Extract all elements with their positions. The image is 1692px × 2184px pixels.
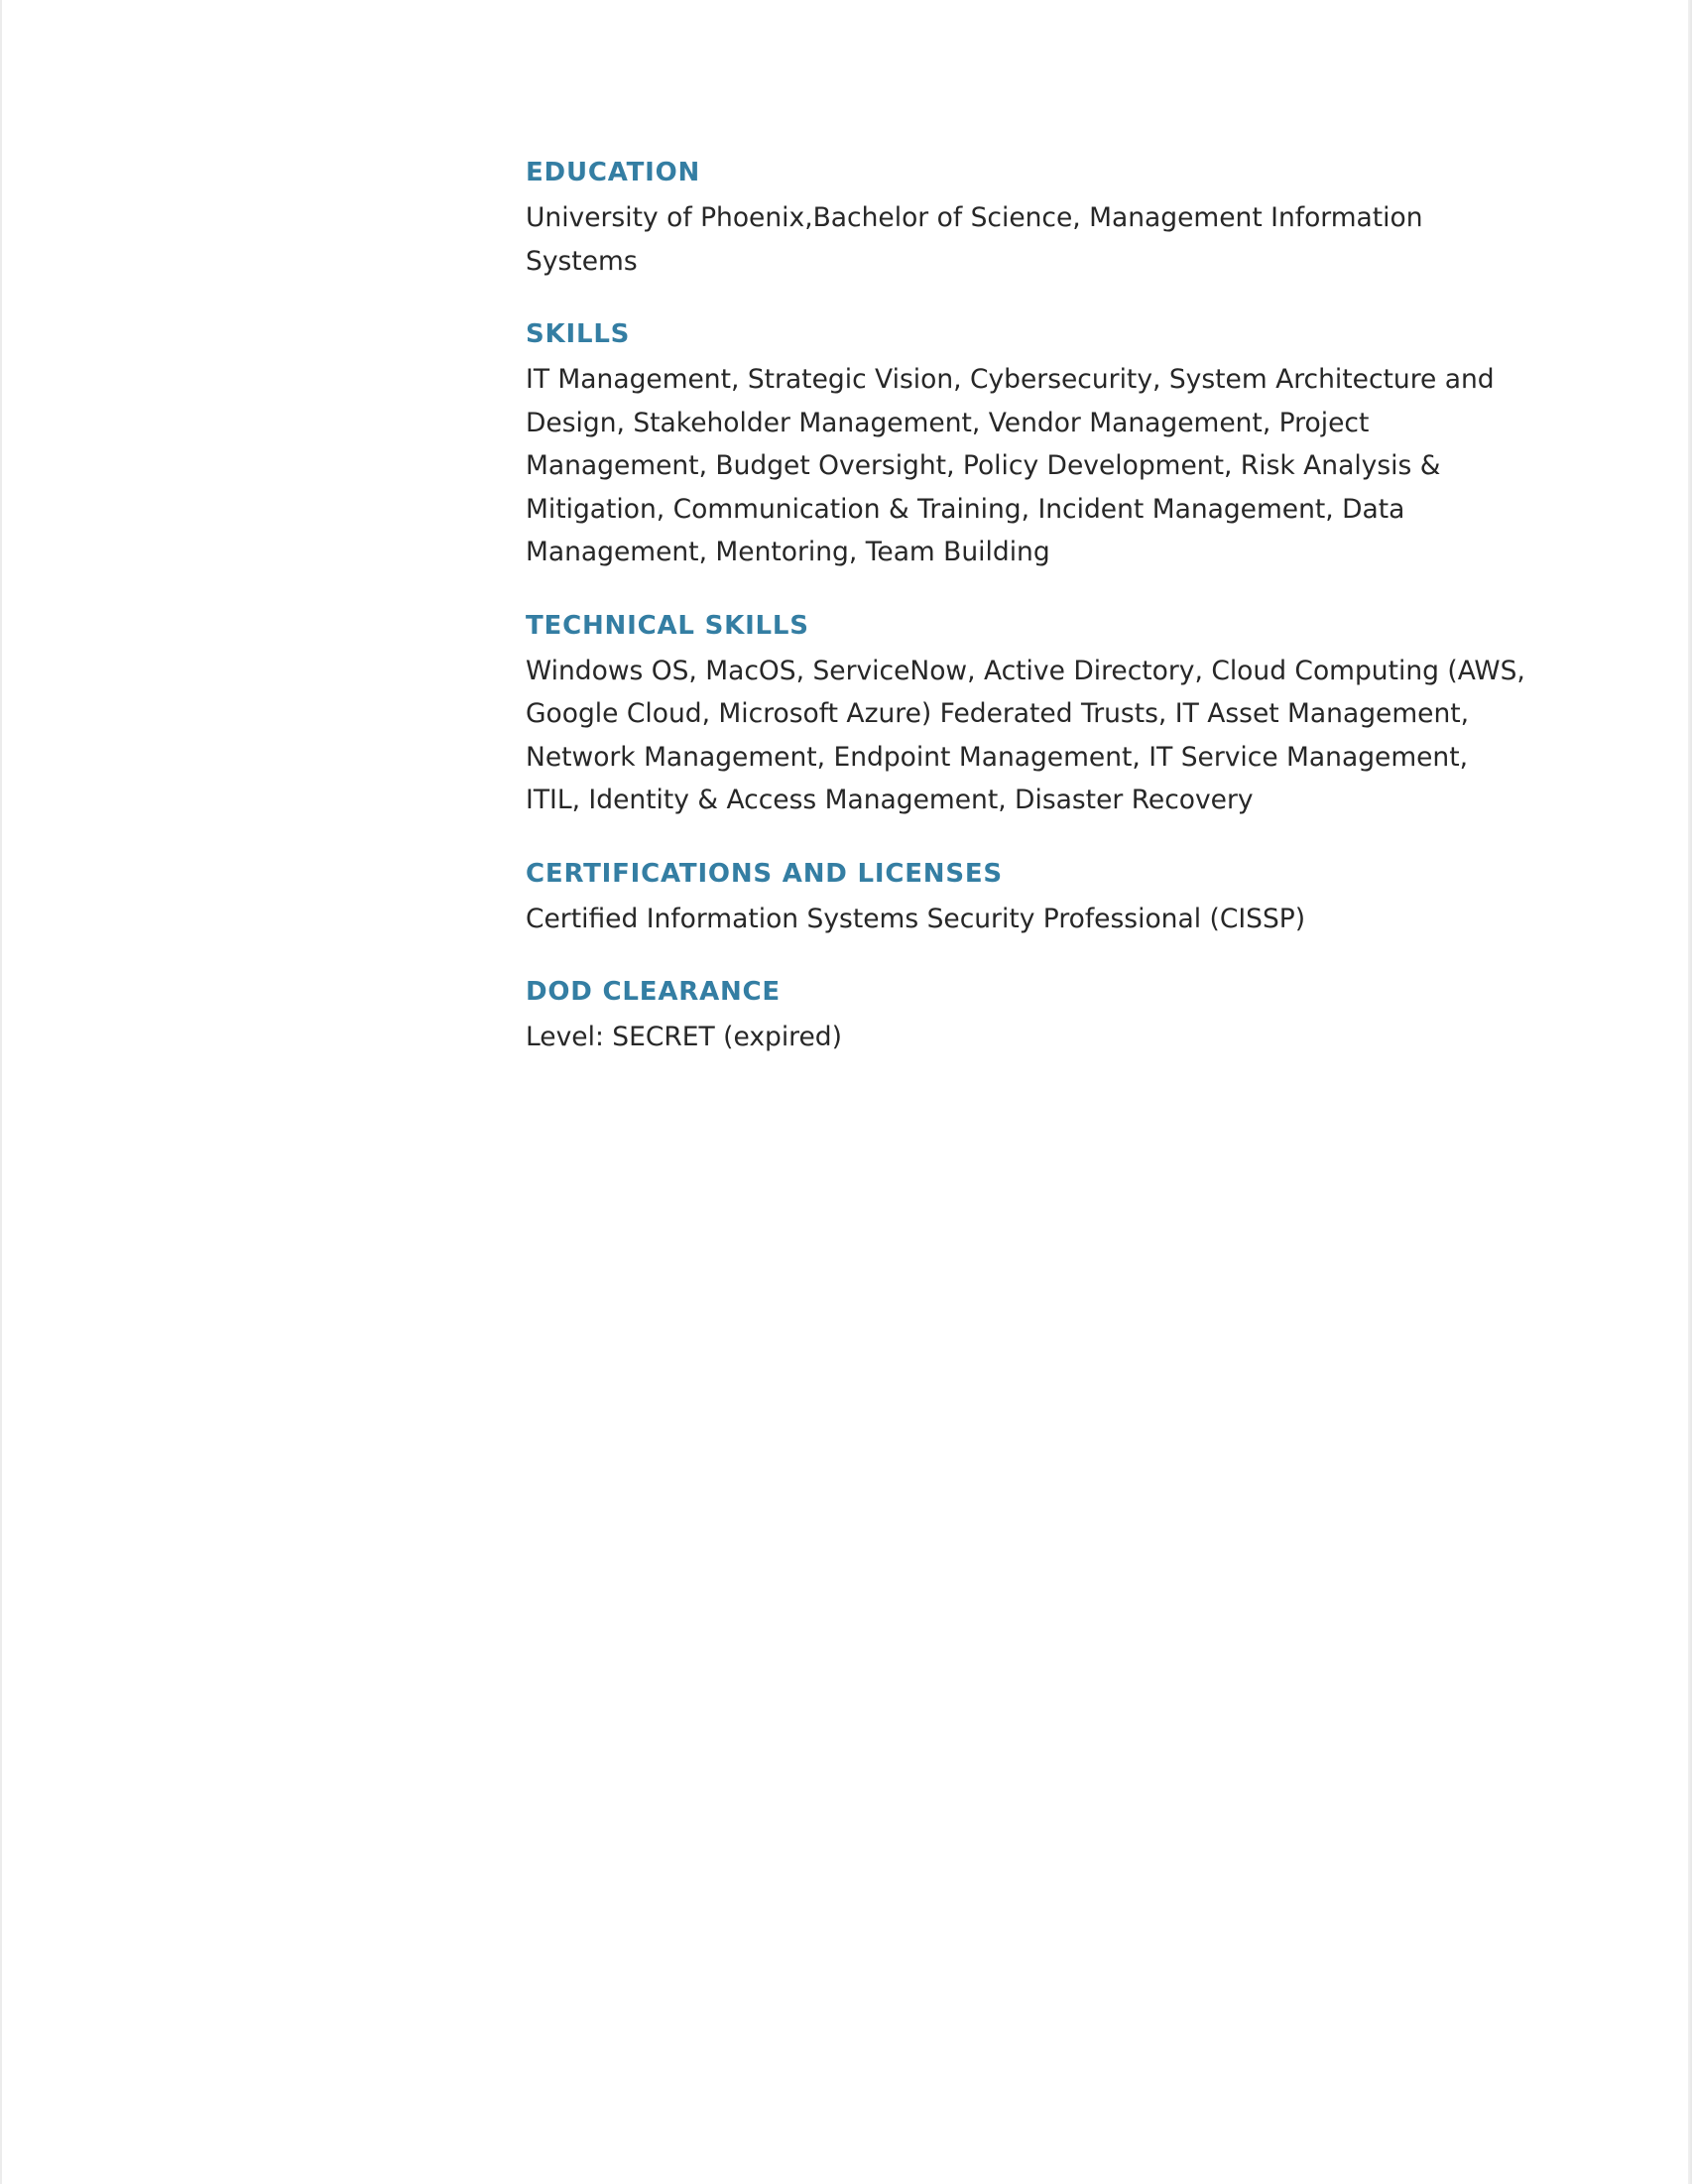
education-section <box>526 155 1527 283</box>
resume-content <box>526 155 1527 1093</box>
dod-clearance-text: Level: SECRET (expired) <box>526 1022 842 1052</box>
technical-skills-text: Windows OS, MacOS, ServiceNow, Active Directory, Cloud Computing (AWS, Google Cloud, Microsoft Azure) Federated Trusts, IT Asset Management, Network Management, Endpoint Management, IT Service Management, ITIL, Identity & Access Management, Disaster Recovery <box>526 655 1525 815</box>
certifications-text: Certified Information Systems Security Professional (CISSP) <box>526 903 1306 934</box>
education-text: University of Phoenix,Bachelor of Science, Management Information Systems <box>526 202 1423 277</box>
page-right-edge <box>1688 0 1692 2184</box>
dod-clearance-heading: DOD CLEARANCE <box>526 977 781 1007</box>
certifications-section <box>526 856 1527 941</box>
technical-skills-section <box>526 608 1527 822</box>
education-heading: EDUCATION <box>526 158 701 187</box>
certifications-heading: CERTIFICATIONS AND LICENSES <box>526 858 1003 889</box>
technical-skills-heading: TECHNICAL SKILLS <box>526 610 809 641</box>
page-left-edge <box>0 0 2 2184</box>
skills-heading: SKILLS <box>526 319 631 349</box>
skills-section <box>526 316 1527 574</box>
skills-text: IT Management, Strategic Vision, Cybersecurity, System Architecture and Design, Stakeholder Management, Vendor Management, Project Management, Budget Oversight, Policy Development, Risk Analysis & Mitigation, Communication & Training, Incident Management, Data Management, Mentoring, Team Building <box>526 364 1495 567</box>
dod-clearance-section <box>526 974 1527 1059</box>
